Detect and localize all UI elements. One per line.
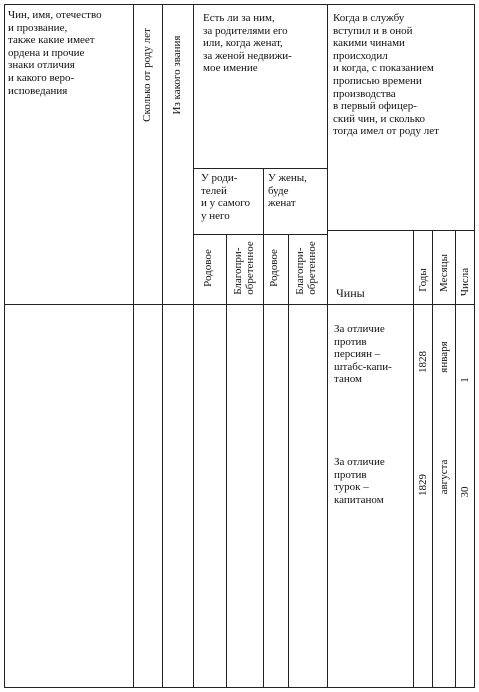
header-body-divider bbox=[4, 304, 475, 305]
header-days: Числа bbox=[459, 267, 471, 297]
header-service: Когда в службу вступил и в оной какими чинами происходил и когда, с показанием прописью времени производства в первый офицер- ский чин, и сколько тогда имел от роду лет bbox=[333, 12, 439, 138]
header-name-rank: Чин, имя, отечество и прозвание, также какие имеет ордена и прочие знаки отличия и какого веро- исповедания bbox=[8, 9, 102, 97]
table-border-top bbox=[4, 4, 475, 5]
header-ranks: Чины bbox=[336, 286, 365, 300]
table-border-bottom bbox=[4, 687, 475, 688]
table-border-right bbox=[474, 4, 475, 688]
header-acquired-wife: Благопри- обретенное bbox=[294, 241, 318, 295]
record-2-month: августа bbox=[438, 459, 450, 495]
header-hereditary-parents: Родовое bbox=[202, 249, 214, 287]
record-1-rank: За отличие против персиян – штабс-капи- таном bbox=[334, 323, 392, 386]
record-1-year: 1828 bbox=[417, 351, 429, 373]
record-2-year: 1829 bbox=[417, 474, 429, 496]
divider-years-months bbox=[432, 230, 433, 688]
header-estates: Есть ли за ним, за родителями его или, когда женат, за женой недвижи- мое имение bbox=[203, 12, 292, 75]
divider-ranks-years bbox=[413, 230, 414, 688]
header-years: Годы bbox=[417, 268, 429, 292]
divider-parents-wife bbox=[263, 168, 264, 688]
header-origin: Из какого звания bbox=[171, 35, 183, 115]
divider-estates-service bbox=[327, 4, 328, 688]
divider-hereditary-acquired-2 bbox=[288, 234, 289, 688]
divider-estates-leaf bbox=[193, 234, 327, 235]
header-estates-parents: У роди- телей и у самого у него bbox=[201, 172, 250, 222]
divider-origin-estates bbox=[193, 4, 194, 688]
divider-estates-sub bbox=[193, 168, 327, 169]
divider-name-age bbox=[133, 4, 134, 688]
divider-months-days bbox=[455, 230, 456, 688]
divider-hereditary-acquired-1 bbox=[226, 234, 227, 688]
record-2-rank: За отличие против турок – капитаном bbox=[334, 456, 385, 506]
record-1-month: января bbox=[438, 341, 450, 373]
header-hereditary-wife: Родовое bbox=[268, 249, 280, 287]
header-age: Сколько от роду лет bbox=[141, 28, 153, 122]
record-2-day: 30 bbox=[459, 486, 471, 498]
table-border-left bbox=[4, 4, 5, 688]
divider-service-sub bbox=[327, 230, 475, 231]
divider-age-origin bbox=[162, 4, 163, 688]
header-months: Месяцы bbox=[438, 253, 450, 293]
header-estates-wife: У жены, буде женат bbox=[268, 172, 307, 210]
header-acquired-parents: Благопри- обретенное bbox=[232, 241, 256, 295]
record-1-day: 1 bbox=[459, 377, 471, 383]
